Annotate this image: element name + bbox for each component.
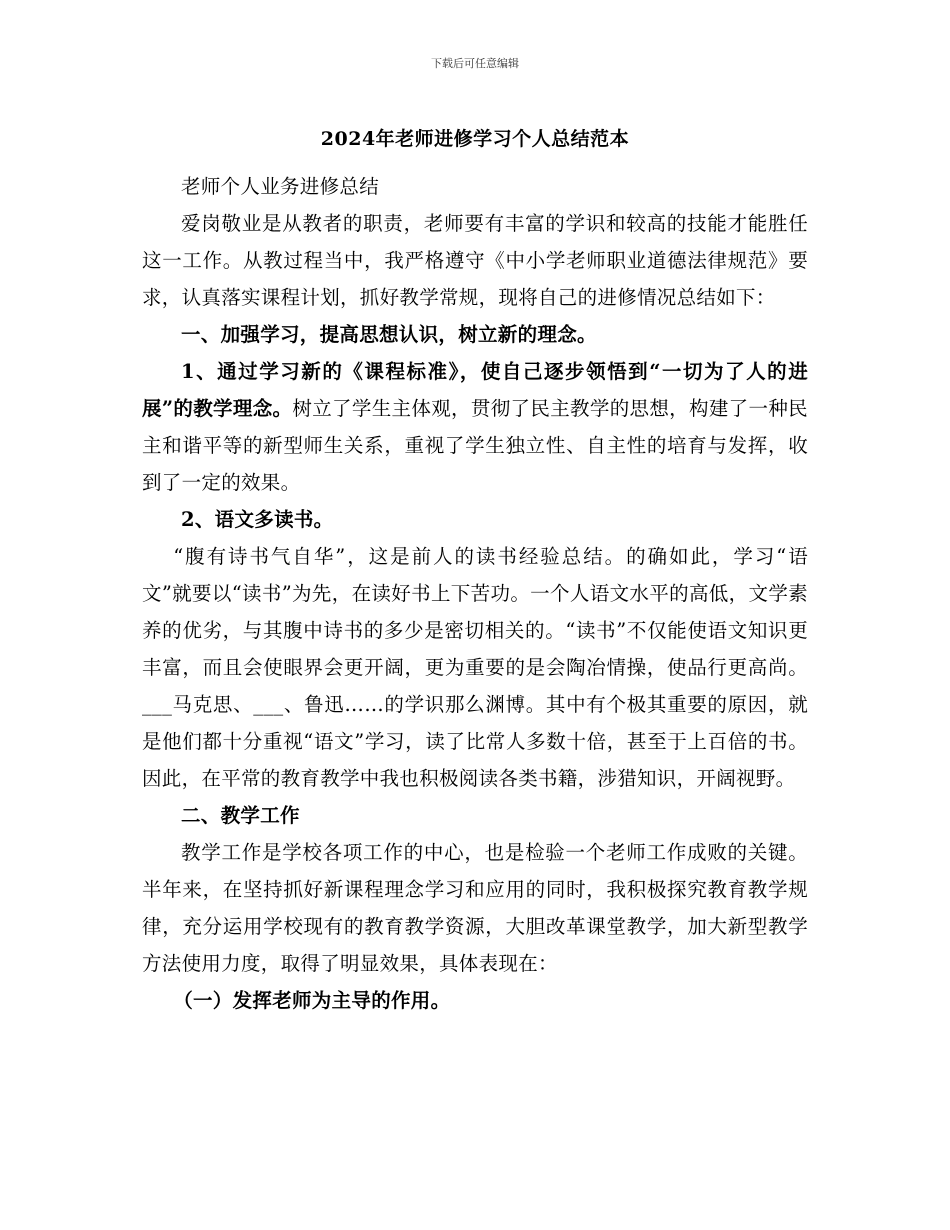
paragraph-course-standard-bold: 1、通过学习新的《课程标准》，使自己逐步领悟到“一切为了人的进展”的教学理念。 bbox=[142, 360, 808, 420]
intro-paragraph: 爱岗敬业是从教者的职责，老师要有丰富的学识和较高的技能才能胜任这一工作。从教过程当中，我严格遵守《中小学老师职业道德法律规范》要求，认真落实课程计划，抓好教学常规，现将自己的进修情况总结如下： bbox=[142, 212, 808, 309]
paragraph-reading: “腹有诗书气自华”，这是前人的读书经验总结。的确如此，学习“语文”就要以“读书”为先，在读好书上下苦功。一个人语文水平的高低，文学素养的优劣，与其腹中诗书的多少是密切相关的。“读书”不仅能使语文知识更丰富，而且会使眼界会更开阔，更为重要的是会陶冶情操，使品行更高尚。___马克思、___、鲁迅……的学识那么渊博。其中有个极其重要的原因，就是他们都十分重视“语文”学习，读了比常人多数十倍，甚至于上百倍的书。因此，在平常的教育教学中我也积极阅读各类书籍，涉猎知识，开阔视野。 bbox=[142, 545, 808, 790]
subtitle-paragraph: 老师个人业务进修总结 bbox=[181, 175, 380, 198]
document-title: 2024年老师进修学习个人总结范本 bbox=[320, 128, 630, 150]
header-note: 下载后可任意编辑 bbox=[431, 57, 519, 70]
section-heading-reading: 2、语文多读书。 bbox=[181, 508, 334, 531]
paragraph-teaching: 教学工作是学校各项工作的中心，也是检验一个老师工作成败的关键。半年来，在坚持抓好新课程理念学习和应用的同时，我积极探究教育教学规律，充分运用学校现有的教育教学资源，大胆改革课堂教学，加大新型教学方法使用力度，取得了明显效果，具体表现在： bbox=[142, 841, 808, 975]
section-heading-1: 一、加强学习，提高思想认识，树立新的理念。 bbox=[181, 323, 597, 346]
document-body bbox=[142, 168, 808, 1019]
paragraph-course-standard bbox=[142, 353, 808, 501]
section-heading-2: 二、教学工作 bbox=[181, 804, 300, 827]
paragraph-course-standard-rest: 树立了学生主体观，贯彻了民主教学的思想，构建了一种民主和谐平等的新型师生关系，重视了学生独立性、自主性的培育与发挥，收到了一定的效果。 bbox=[142, 397, 808, 494]
section-heading-teacher-role: （一）发挥老师为主导的作用。 bbox=[173, 989, 451, 1012]
